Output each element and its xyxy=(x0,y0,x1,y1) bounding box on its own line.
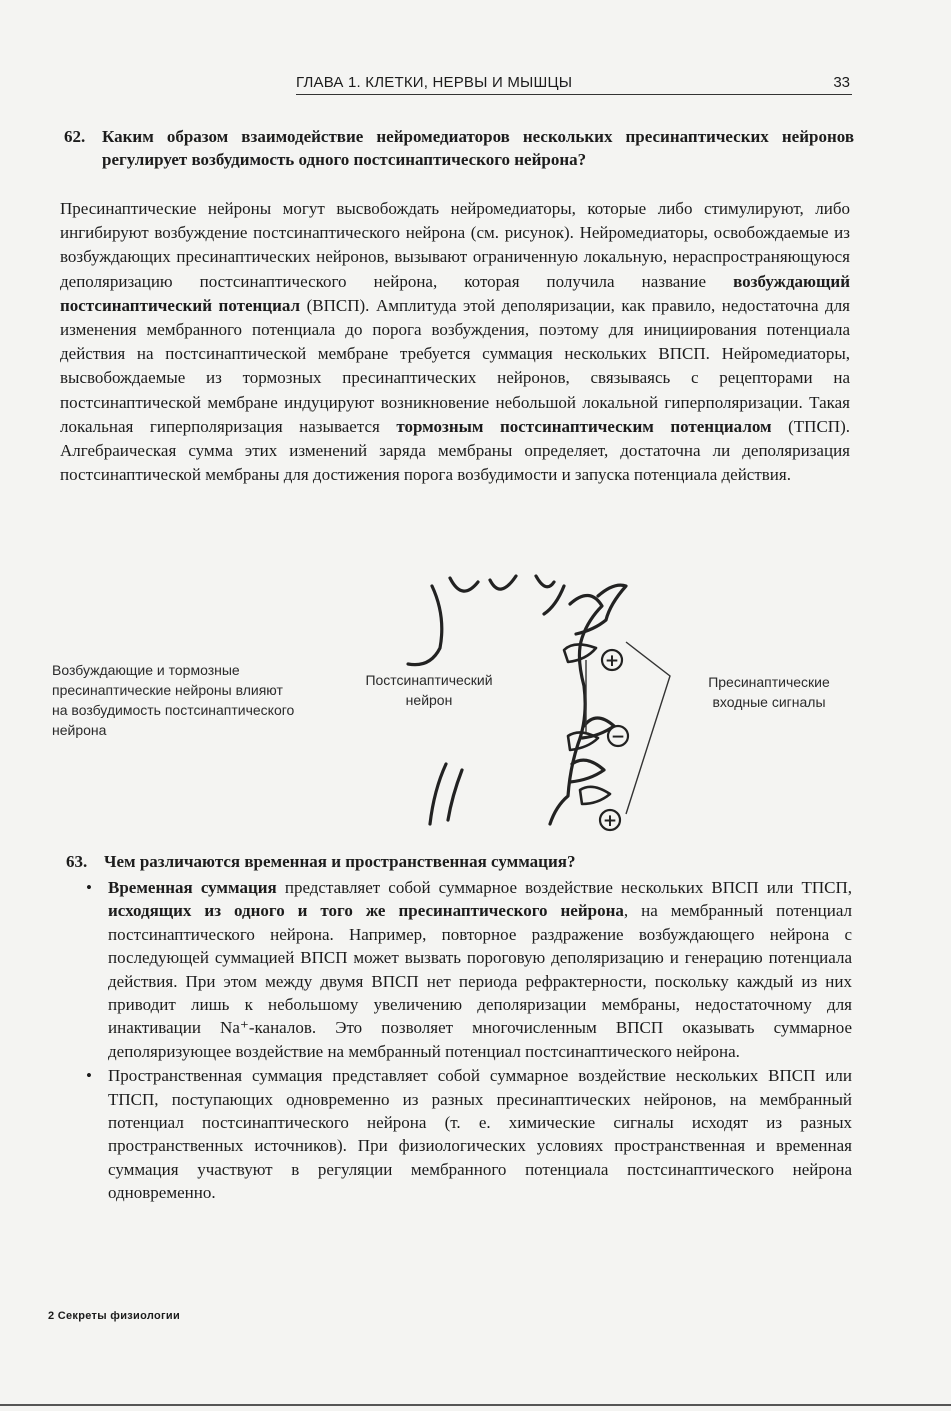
question-number: 63. xyxy=(66,852,88,871)
footer-signature: 2 Секреты физиологии xyxy=(48,1310,181,1322)
excitatory-sign-bottom: + xyxy=(602,811,618,831)
term-temporal-summation: Временная суммация xyxy=(108,878,277,897)
question-62 xyxy=(64,126,854,171)
question-63 xyxy=(66,851,746,874)
list-item xyxy=(86,1064,852,1204)
presynaptic-inputs-label: Пресинаптические входные сигналы xyxy=(708,674,830,710)
chapter-title: ГЛАВА 1. КЛЕТКИ, НЕРВЫ И МЫШЦЫ xyxy=(296,74,573,91)
question-text: Каким образом взаимодействие нейромедиаторов нескольких пресинаптических нейронов регулирует возбудимость одного постсинаптического нейрона? xyxy=(102,127,854,169)
answer-list xyxy=(86,876,852,1206)
synapse-diagram xyxy=(400,568,690,848)
page-number: 33 xyxy=(833,74,850,91)
excitatory-sign-top: + xyxy=(604,651,620,671)
text-run: Пресинаптические нейроны могут высвобождать нейромедиаторы, которые либо стимулируют, либо ингибируют возбуждение постсинаптического нейрона (см. рисунок). Нейромедиаторы, освобождаемые из возбуждающих пресинаптических нейронов, вызывают ограниченную локальную, нераспространяющуюся деполяризацию постсинаптического нейрона, которая получила название xyxy=(60,199,850,291)
bullet: • xyxy=(86,878,92,897)
answer-paragraph xyxy=(60,197,850,487)
term-ipsp: тормозным постсинаптическим потенциалом xyxy=(396,416,772,436)
bullet: • xyxy=(86,1066,92,1086)
text-run: представляет собой суммарное воздействие нескольких ВПСП или ТПСП, xyxy=(276,878,852,897)
postsynaptic-label: Постсинаптический нейрон xyxy=(365,672,493,708)
list-item xyxy=(86,876,852,1063)
text-run: Пространственная суммация представляет собой суммарное воздействие нескольких ВПСП или ТПСП, поступающих одновременно из разных пресинаптических нейронов, на мембранный потенциал постсинаптического нейрона (т. е. химические сигналы исходят из разных пространственных источников). При физиологических условиях пространственная и временная суммация участвуют в регуляции мембранного потенциала постсинаптического нейрона одновременно. xyxy=(108,1066,852,1203)
figure-caption: Возбуждающие и тормозные пресинаптические нейроны влияют на возбудимость постсинаптического нейрона xyxy=(52,662,295,738)
running-header xyxy=(296,74,852,95)
term-epsp: возбуждающий постсинаптический потенциал xyxy=(60,271,850,315)
inhibitory-sign: − xyxy=(610,727,626,747)
text-run: (ВПСП). Амплитуда этой деполяризации, как правило, недостаточна для изменения мембранного потенциала до порога возбуждения, поэтому для инициирования потенциала действия на постсинаптической мембране требуется суммация нескольких ВПСП. Нейромедиаторы, высвобождаемые из тормозных пресинаптических нейронов, связываясь с рецепторами на постсинаптической мембране индуцируют возникновение небольшой локальной гиперполяризации. Такая локальная гиперполяризация называется xyxy=(60,295,851,436)
question-number: 62. xyxy=(64,127,86,146)
text-run: (ТПСП). Алгебраическая сумма этих изменений заряда мембраны определяет, достаточна ли деполяризация постсинаптической мембраны для достижения порога возбудимости и запуска потенциала действия. xyxy=(60,416,850,485)
text-run: , на мембранный потенциал постсинаптического нейрона. Например, повторное раздражение возбуждающего нейрона с последующей суммацией ВПСП может вызвать пороговую деполяризацию и генерацию потенциала действия. При этом между двумя ВПСП нет периода рефрактерности, поскольку каждый из них приводит лишь к небольшому увеличению деполяризации мембраны, недостаточному для инактивации Na⁺-каналов. Это позволяет многочисленным ВПСП оказывать суммарное деполяризующее воздействие на мембранный потенциал постсинаптического нейрона. xyxy=(108,901,853,1061)
bottom-rule xyxy=(0,1404,951,1406)
emphasis: исходящих из одного и того же пресинаптического нейрона xyxy=(108,901,624,921)
question-text: Чем различаются временная и пространственная суммация? xyxy=(104,852,576,871)
